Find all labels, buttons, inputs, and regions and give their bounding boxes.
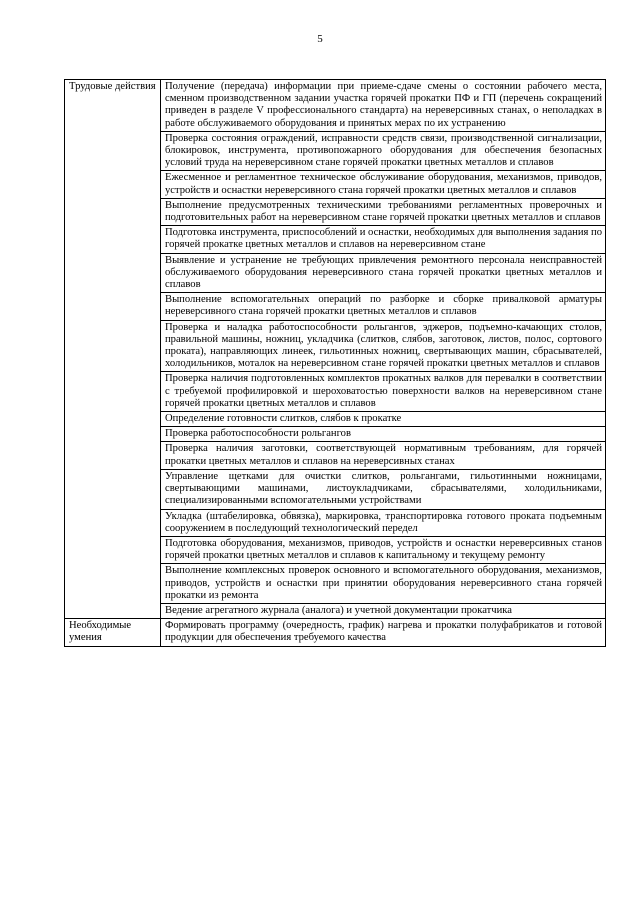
requirement-item: Проверка наличия подготовленных комплектов прокатных валков для перевалки в соответствии с требуемой профилировкой и шероховатостью поверхности валков на нереверсивном стане горячей прокатки цветных металлов и сплавов bbox=[161, 372, 606, 412]
requirement-item: Выявление и устранение не требующих привлечения ремонтного персонала неисправностей обслуживаемого оборудования нереверсивного стана горячей прокатки цветных металлов и сплавов bbox=[161, 253, 606, 293]
requirement-item: Выполнение комплексных проверок основного и вспомогательного оборудования, механизмов, приводов, устройств и оснастки при принятии оборудования нереверсивного стана горячей прокатки из ремонта bbox=[161, 564, 606, 604]
requirement-item: Получение (передача) информации при приеме-сдаче смены о состоянии рабочего места, сменном производственном задании участка горячей прокатки ПФ и ГП (перечень сокращений приведен в разделе V профессионального стандарта) на нереверсивных станах, о неполадках в работе обслуживаемого оборудования и принятых мерах по их устранению bbox=[161, 80, 606, 132]
requirement-item: Определение готовности слитков, слябов к прокатке bbox=[161, 412, 606, 427]
requirement-item: Ежесменное и регламентное техническое обслуживание оборудования, механизмов, приводов, устройств и оснастки нереверсивного стана горячей прокатки цветных металлов и сплавов bbox=[161, 171, 606, 198]
requirement-item: Проверка работоспособности рольгангов bbox=[161, 427, 606, 442]
requirement-item: Подготовка инструмента, приспособлений и оснастки, необходимых для выполнения задания по горячей прокатке цветных металлов и сплавов на нереверсивном стане bbox=[161, 226, 606, 253]
section-label: Трудовые действия bbox=[65, 80, 161, 619]
requirement-item: Проверка и наладка работоспособности рольгангов, эджеров, подъемно-качающих столов, правильной машины, ножниц, укладчика (слитков, слябов, заготовок, листов, полос, сортового проката), направляющих линеек, гильотинных ножниц, свертывающих машин, сбрасывателей, холодильников, моталок на нереверсивном стане горячей прокатки цветных металлов и сплавов bbox=[161, 320, 606, 372]
requirement-item: Формировать программу (очередность, график) нагрева и прокатки полуфабрикатов и готовой продукции для обеспечения требуемого качества bbox=[161, 619, 606, 646]
requirement-item: Управление щетками для очистки слитков, рольгангами, гильотинными ножницами, свертывающими машинами, листоукладчиками, сбрасывателями, холодильниками, специализированными вспомогательными устройствами bbox=[161, 469, 606, 509]
requirements-table bbox=[64, 79, 606, 647]
table-row bbox=[65, 80, 606, 132]
requirement-item: Ведение агрегатного журнала (аналога) и учетной документации прокатчика bbox=[161, 603, 606, 618]
requirement-item: Проверка наличия заготовки, соответствующей нормативным требованиям, для горячей прокатки цветных металлов и сплавов на нереверсивных станах bbox=[161, 442, 606, 469]
section-label: Необходимые умения bbox=[65, 619, 161, 646]
table-body bbox=[65, 80, 606, 647]
requirement-item: Выполнение вспомогательных операций по разборке и сборке привалковой арматуры нереверсивного стана горячей прокатки цветных металлов и сплавов bbox=[161, 293, 606, 320]
requirement-item: Укладка (штабелировка, обвязка), маркировка, транспортировка готового проката подъемным сооружением в последующий технологический передел bbox=[161, 509, 606, 536]
table-row bbox=[65, 619, 606, 646]
page-number: 5 bbox=[317, 33, 323, 45]
requirement-item: Проверка состояния ограждений, исправности средств связи, производственной сигнализации, блокировок, инструмента, противопожарного оборудования для обеспечения безопасных условий труда на нереверсивном стане горячей прокатки цветных металлов и сплавов bbox=[161, 131, 606, 171]
requirement-item: Выполнение предусмотренных техническими требованиями регламентных проверочных и подготовительных работ на нереверсивном стане горячей прокатки цветных металлов и сплавов bbox=[161, 198, 606, 225]
requirement-item: Подготовка оборудования, механизмов, приводов, устройств и оснастки нереверсивных станов горячей прокатки цветных металлов и сплавов к капитальному и текущему ремонту bbox=[161, 536, 606, 563]
